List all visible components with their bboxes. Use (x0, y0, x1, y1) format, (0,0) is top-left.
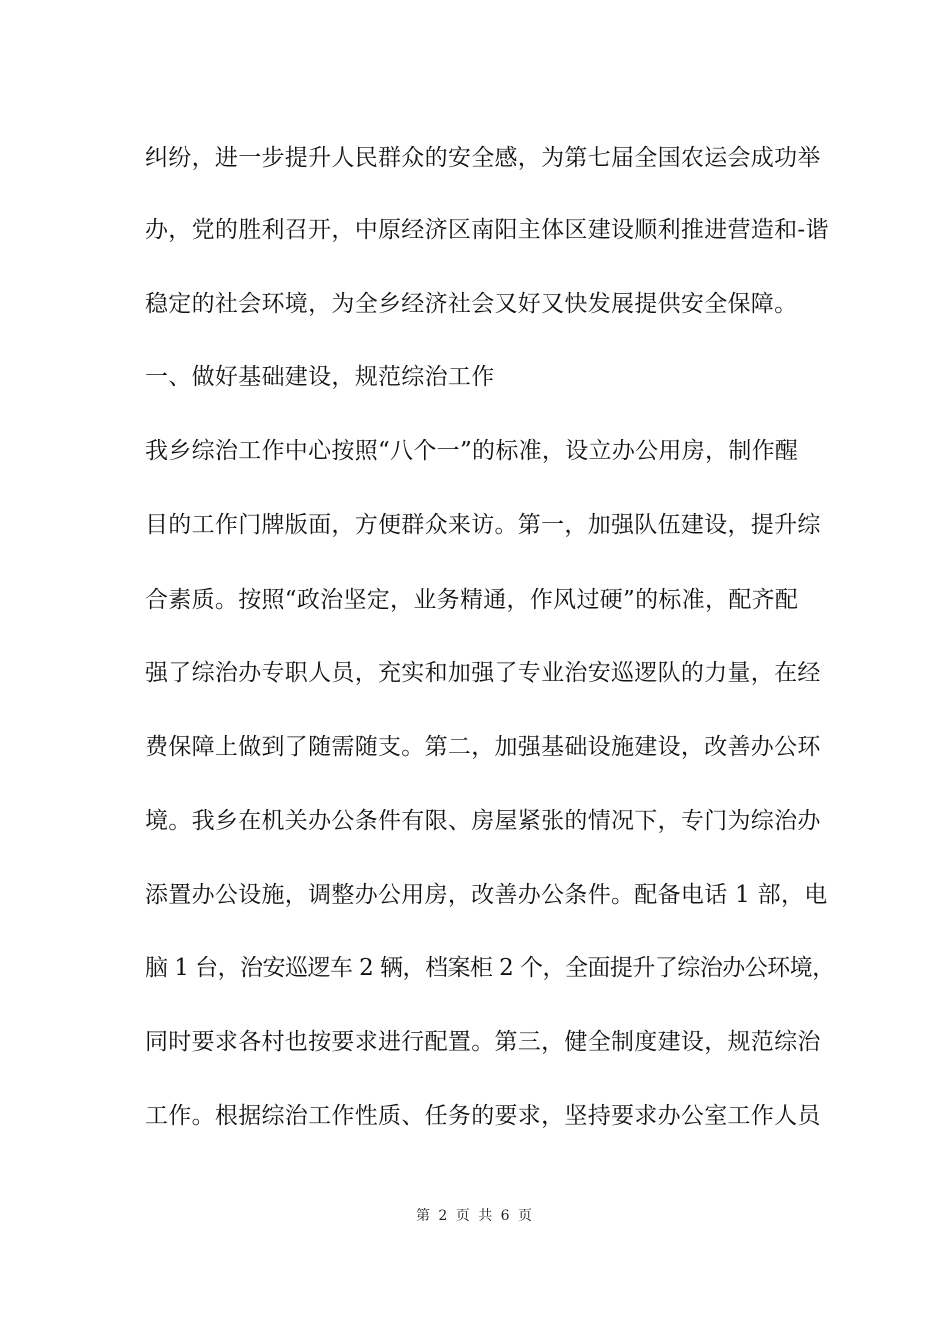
body-line-12: 脑 1 台，治安巡逻车 2 辆，档案柜 2 个，全面提升了综治办公环境， (145, 955, 835, 981)
body-line-2: 办，党的胜利召开，中原经济区南阳主体区建设顺利推进营造和-谐 (145, 217, 829, 243)
section-heading: 一、做好基础建设，规范综治工作 (145, 364, 495, 390)
body-line-14: 工作。根据综治工作性质、任务的要求，坚持要求办公室工作人员 (145, 1103, 821, 1129)
body-line-8: 强了综治办专职人员，充实和加强了专业治安巡逻队的力量，在经 (145, 660, 821, 686)
body-line-6: 目的工作门牌版面，方便群众来访。第一，加强队伍建设，提升综 (145, 512, 821, 538)
body-line-11: 添置办公设施，调整办公用房，改善办公条件。配备电话 1 部，电 (145, 882, 828, 908)
body-line-1: 纠纷，进一步提升人民群众的安全感，为第七届全国农运会成功举 (145, 145, 821, 171)
body-line-9: 费保障上做到了随需随支。第二，加强基础设施建设，改善办公环 (145, 734, 821, 760)
body-line-5: 我乡综治工作中心按照“八个一”的标准，设立办公用房，制作醒 (145, 438, 799, 464)
body-line-13: 同时要求各村也按要求进行配置。第三，健全制度建设，规范综治 (145, 1029, 821, 1055)
body-line-3: 稳定的社会环境，为全乡经济社会又好又快发展提供安全保障。 (145, 291, 798, 317)
body-line-7: 合素质。按照“政治坚定，业务精通，作风过硬”的标准，配齐配 (145, 587, 799, 613)
page-number-footer: 第 2 页 共 6 页 (415, 1208, 535, 1224)
body-line-10: 境。我乡在机关办公条件有限、房屋紧张的情况下，专门为综治办 (145, 808, 821, 834)
